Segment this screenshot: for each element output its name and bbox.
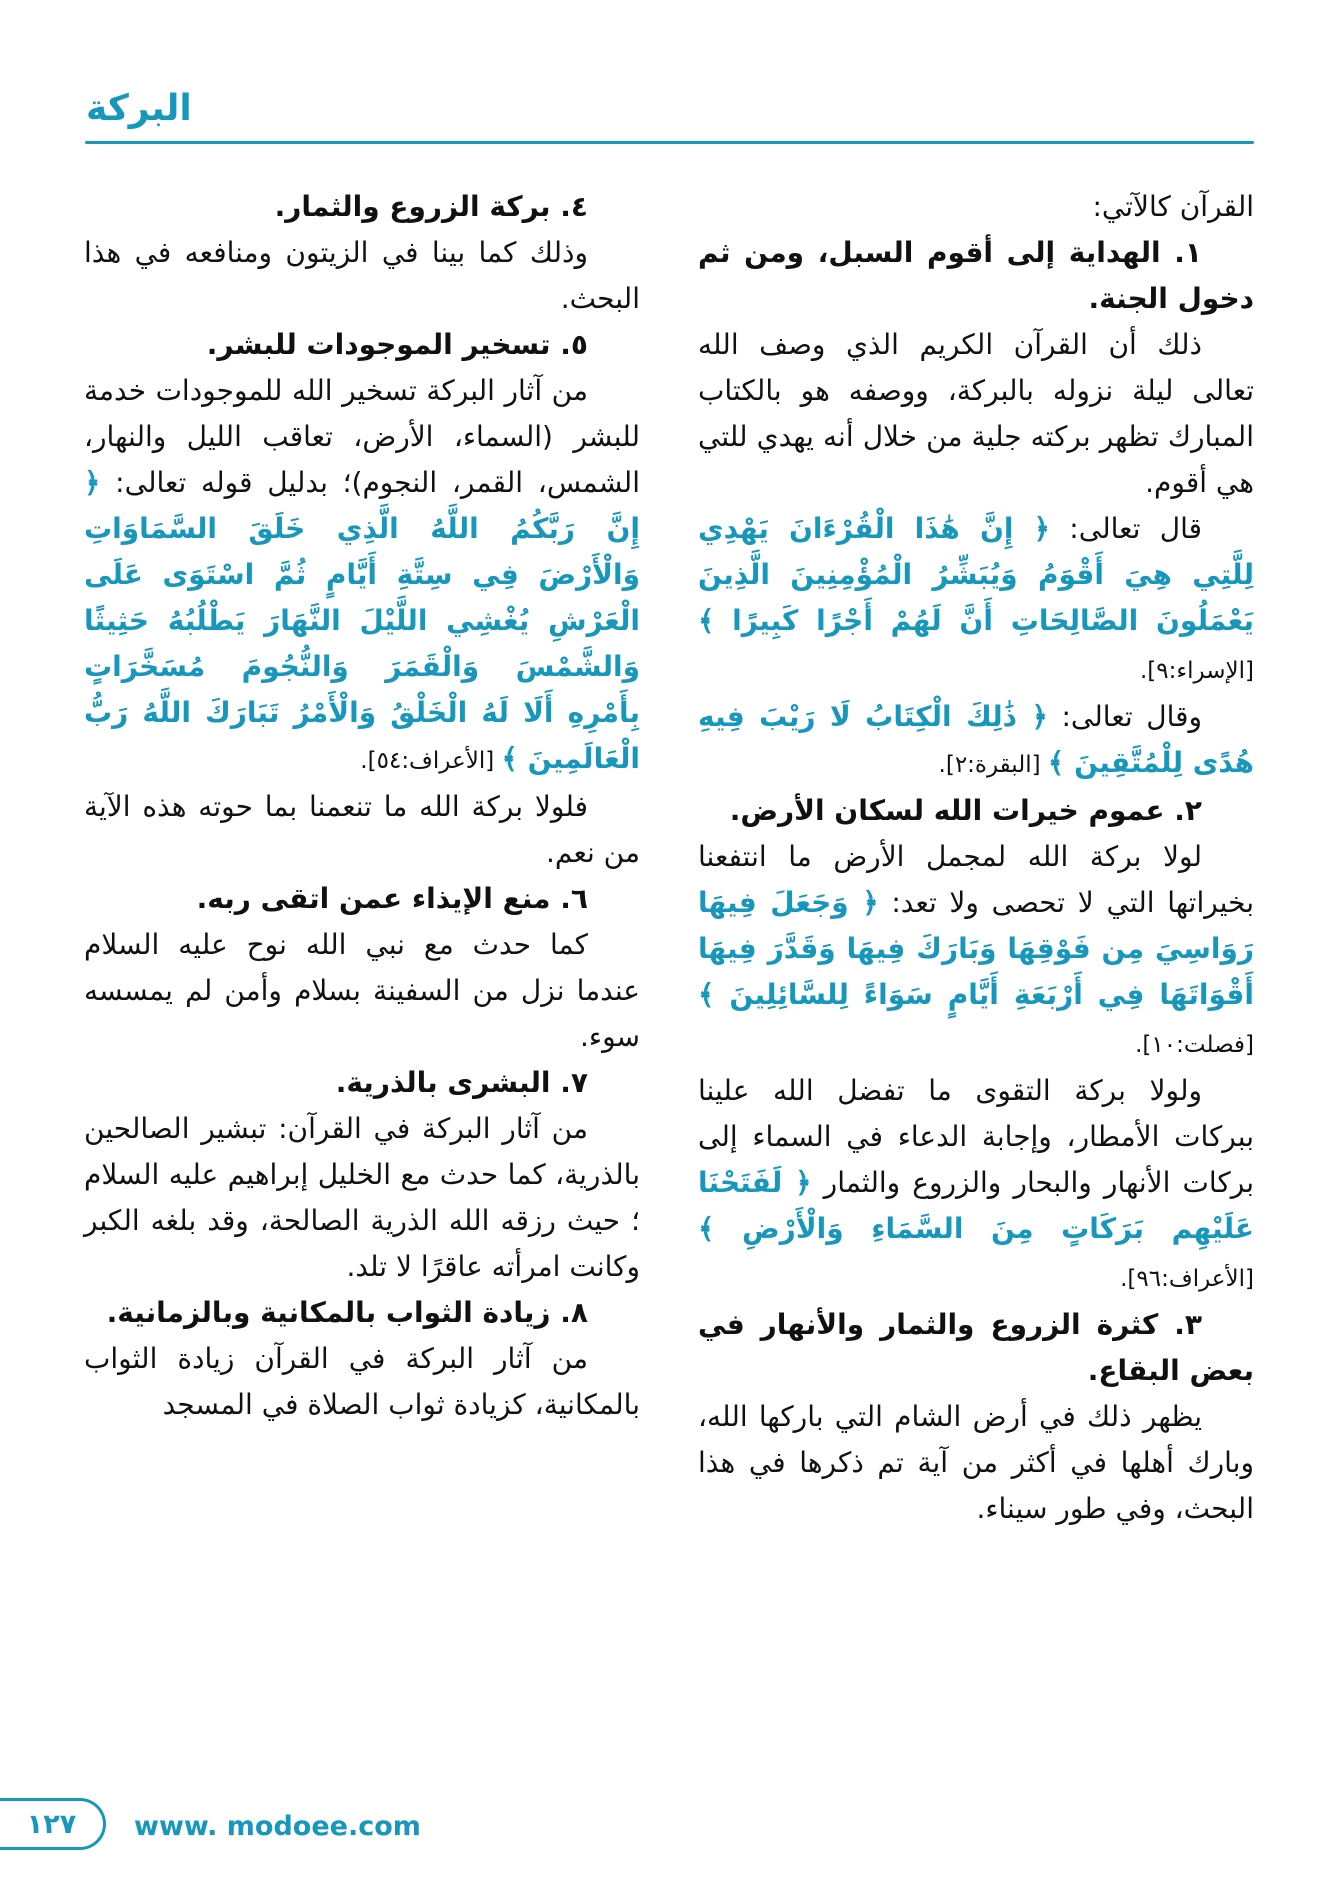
- header-rule: [85, 141, 1254, 144]
- right-column: [698, 184, 1254, 1532]
- section-heading: [698, 1302, 1254, 1394]
- text-run: لولا بركة الله لمجمل الأرض ما انتفعنا بخيراتها التي لا تحصى ولا تعد:: [698, 840, 1254, 919]
- text-run: ٧. البشرى بالذرية.: [335, 1066, 588, 1099]
- paragraph: [84, 922, 640, 1060]
- page-header-title: البركة: [86, 88, 192, 129]
- paragraph: [698, 506, 1254, 694]
- text-run: ٤. بركة الزروع والثمار.: [274, 190, 588, 223]
- text-run: ٢. عموم خيرات الله لسكان الأرض.: [729, 794, 1202, 827]
- quran-verse: ﴿ إِنَّ رَبَّكُمُ اللَّهُ الَّذِي خَلَقَ السَّمَاوَاتِ وَالْأَرْضَ فِي سِتَّةِ أَيَّامٍ ثُمَّ اسْتَوَى عَلَى الْعَرْشِ يُغْشِي اللَّيْلَ النَّهَارَ يَطْلُبُهُ حَثِيثًا وَالشَّمْسَ وَالْقَمَرَ وَالنُّجُومَ مُسَخَّرَاتٍ بِأَمْرِهِ أَلَا لَهُ الْخَلْقُ وَالْأَمْرُ تَبَارَكَ اللَّهُ رَبُّ الْعَالَمِينَ ﴾: [84, 466, 640, 775]
- verse-reference: [الإسراء:٩].: [1139, 658, 1254, 684]
- paragraph: [698, 694, 1254, 788]
- verse-reference: [البقرة:٢].: [938, 752, 1048, 778]
- page-number: ١٢٧: [26, 1808, 77, 1840]
- verse-reference: [فصلت:١٠].: [1135, 1032, 1254, 1058]
- text-run: فلولا بركة الله ما تنعمنا بما حوته هذه الآية من نعم.: [84, 790, 640, 869]
- text-run: من آثار البركة في القرآن زيادة الثواب بالمكانية، كزيادة ثواب الصلاة في المسجد: [84, 1342, 640, 1421]
- section-heading: [698, 230, 1254, 322]
- section-heading: [84, 1060, 640, 1106]
- text-run: وذلك كما بينا في الزيتون ومنافعه في هذا البحث.: [84, 236, 640, 315]
- text-run: كما حدث مع نبي الله نوح عليه السلام عندما نزل من السفينة بسلام وأمن لم يمسسه سوء.: [84, 928, 640, 1053]
- text-run: القرآن كالآتي:: [1092, 190, 1254, 223]
- text-run: قال تعالى:: [1050, 512, 1202, 545]
- quran-verse: ﴿ إِنَّ هَٰذَا الْقُرْءَانَ يَهْدِي لِلَّتِي هِيَ أَقْوَمُ وَيُبَشِّرُ الْمُؤْمِنِينَ الَّذِينَ يَعْمَلُونَ الصَّالِحَاتِ أَنَّ لَهُمْ أَجْرًا كَبِيرًا ﴾: [698, 512, 1254, 637]
- website-link[interactable]: www. modoee.com: [134, 1811, 421, 1842]
- text-run: ١. الهداية إلى أقوم السبل، ومن ثم دخول الجنة.: [698, 236, 1254, 315]
- paragraph: [698, 184, 1254, 230]
- section-heading: [84, 322, 640, 368]
- section-heading: [84, 1290, 640, 1336]
- paragraph: [698, 1068, 1254, 1302]
- left-column: [84, 184, 640, 1532]
- text-run: ٥. تسخير الموجودات للبشر.: [206, 328, 588, 361]
- text-run: ذلك أن القرآن الكريم الذي وصف الله تعالى ليلة نزوله بالبركة، ووصفه هو بالكتاب المبارك تظهر بركته جلية من خلال أنه يهدي للتي هي أقوم.: [698, 328, 1254, 499]
- verse-reference: [الأعراف:٥٤].: [360, 748, 502, 774]
- paragraph: [84, 1336, 640, 1428]
- quran-verse: ﴿ وَجَعَلَ فِيهَا رَوَاسِيَ مِن فَوْقِهَا وَبَارَكَ فِيهَا وَقَدَّرَ فِيهَا أَقْوَاتَهَا فِي أَرْبَعَةِ أَيَّامٍ سَوَاءً لِلسَّائِلِينَ ﴾: [698, 886, 1254, 1011]
- paragraph: [698, 1394, 1254, 1532]
- text-run: وقال تعالى:: [1047, 700, 1203, 733]
- paragraph: [84, 368, 640, 784]
- quran-verse: ﴿ لَفَتَحْنَا عَلَيْهِم بَرَكَاتٍ مِنَ السَّمَاءِ وَالْأَرْضِ ﴾: [698, 1166, 1254, 1245]
- text-run: ٨. زيادة الثواب بالمكانية وبالزمانية.: [106, 1296, 588, 1329]
- text-run: من آثار البركة تسخير الله للموجودات خدمة للبشر (السماء، الأرض، تعاقب الليل والنهار، الشمس، القمر، النجوم)؛ بدليل قوله تعالى:: [84, 374, 640, 499]
- quran-verse: ﴿ ذَٰلِكَ الْكِتَابُ لَا رَيْبَ فِيهِ هُدًى لِلْمُتَّقِينَ ﴾: [698, 700, 1254, 779]
- page-number-tab: [0, 1798, 106, 1850]
- paragraph: [698, 322, 1254, 506]
- text-run: يظهر ذلك في أرض الشام التي باركها الله، وبارك أهلها في أكثر من آية تم ذكرها في هذا البحث، وفي طور سيناء.: [698, 1400, 1254, 1525]
- text-run: من آثار البركة في القرآن: تبشير الصالحين بالذرية، كما حدث مع الخليل إبراهيم عليه السلام ؛ حيث رزقه الله الذرية الصالحة، وقد بلغه الكبر وكانت امرأته عاقرًا لا تلد.: [84, 1112, 640, 1283]
- section-heading: [84, 876, 640, 922]
- paragraph: [84, 230, 640, 322]
- paragraph: [698, 834, 1254, 1068]
- paragraph: [84, 784, 640, 876]
- text-run: ٣. كثرة الزروع والثمار والأنهار في بعض البقاع.: [698, 1308, 1254, 1387]
- text-run: ٦. منع الإيذاء عمن اتقى ربه.: [196, 882, 588, 915]
- text-run: ولولا بركة التقوى ما تفضل الله علينا ببركات الأمطار، وإجابة الدعاء في السماء إلى بركات الأنهار والبحار والزروع والثمار: [698, 1074, 1254, 1199]
- verse-reference: [الأعراف:٩٦].: [1120, 1266, 1254, 1292]
- section-heading: [698, 788, 1254, 834]
- paragraph: [84, 1106, 640, 1290]
- content-columns: [85, 184, 1254, 1532]
- section-heading: [84, 184, 640, 230]
